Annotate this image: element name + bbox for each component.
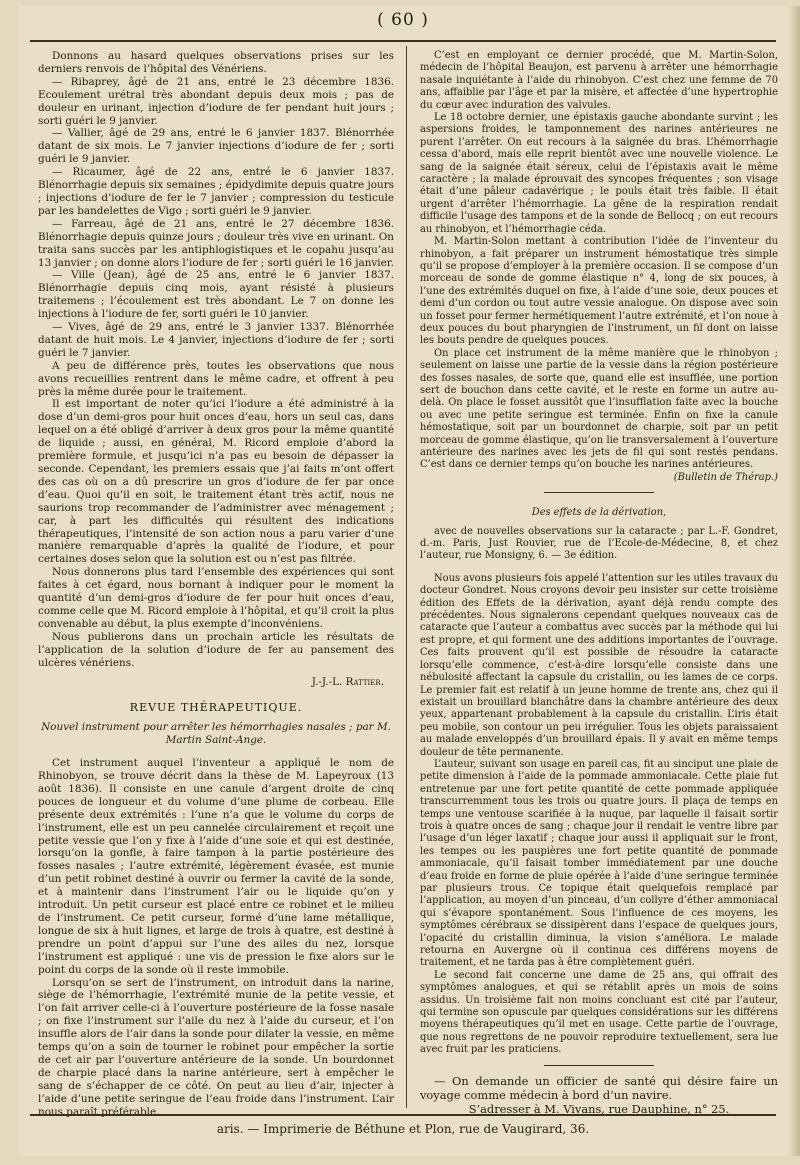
case-entry: — Vallier, âgé de 29 ans, entré le 6 janvier 1837. Blénorrhée datant de six mois. Le 7 janvier injections d’iodure de fer ; sorti guéri le 9 janvier.: [38, 127, 394, 166]
notice-address: S’adresser à M. Vivans, rue Dauphine, n° 25.: [468, 1101, 730, 1116]
body-paragraph: C’est en employant ce dernier procédé, que M. Martin-Solon, médecin de l’hôpital Beaujon, est parvenu à arrêter une hémorrhagie nasale inquiétante à l’aide du rhinobyon. C’est chez une femme de 70 ans, affaiblie par l’âge et par la misère, et affectée d’une hypertrophie du cœur avec induration des valvules.: [420, 50, 778, 111]
left-column: [38, 50, 394, 1119]
body-paragraph: Cet instrument auquel l’inventeur a appliqué le nom de Rhinobyon, se trouve décrit dans la thèse de M. Lapeyroux (13 août 1836). Il consiste en une canule d’argent droite de cinq pouces de longueur et du volume d’une plume de corbeau. Elle présente deux extrémités : l’une n’a que le volume du corps de l’instrument, elle est un peu cannelée circulairement et reçoit une petite vessie que l’on y fixe à l’aide d’une soie et qui est destinée, lorsqu’on la gonfle, à faire tampon à la partie postérieure des fosses nasales ; l’autre extrémité, légèrement évasée, est munie d’un petit robinet destiné à ouvrir ou fermer la cavité de la sonde, et à maintenir dans l’instrument l’air ou le liquide qu’on y introduit. Un petit curseur est placé entre ce robinet et le milieu de l’instrument. Ce petit curseur, formé d’une lame métallique, longue de six à huit lignes, et large de trois à quatre, est destiné à prendre un point d’appui sur l’une des ailes du nez, lorsque l’instrument est appliqué : une vis de pression le fixe alors sur le point du corps de la sonde où il reste immobile.: [38, 757, 394, 976]
body-paragraph: Lorsqu’on se sert de l’instrument, on introduit dans la narine, siège de l’hémorrhagie, l’extrémité munie de la petite vessie, et l’on fait arriver celle-ci à l’ouverture postérieure de la fosse nasale ; on fixe l’instrument sur l’aile du nez à l’aide du curseur, et l’on insuffle alors de l’air dans la sonde pour dilater la vessie, en même temps qu’on a soin de tourner le robinet pour empêcher la sortie de cet air par l’ouverture antérieure de la sonde. Un bourdonnet de charpie placé dans la narine antérieure, sert à empêcher le sang de s’échapper de ce côté. On peut au lieu d’air, injecter à l’aide d’une petite seringue de l’eau froide dans l’instrument. L’air nous paraît préférable.: [38, 976, 394, 1118]
body-paragraph: Le second fait concerne une dame de 25 ans, qui offrait des symptômes analogues, et qui se rétablit après un mois de soins assidus. Un troisième fait non moins concluant est cité par l’auteur, qui termine son opuscule par quelques considérations sur les différens moyens thérapeutiques qu’il met en usage. Cette partie de l’ouvrage, que nous regrettons de ne pouvoir reproduire textuellement, sera lue avec fruit par les praticiens.: [420, 969, 778, 1056]
case-entry: — Farreau, âgé de 21 ans, entré le 27 décembre 1836. Blénorrhagie depuis quinze jours ; douleur très vive en urinant. On traita sans succès par les antiphlogistiques et le copahu jusqu’au 13 janvier ; on donne alors l’iodure de fer ; sorti guéri le 16 janvier.: [38, 217, 394, 269]
bottom-rule: [30, 1114, 776, 1116]
newspaper-page: [18, 6, 788, 1156]
body-paragraph: Le 18 octobre dernier, une épistaxis gauche abondante survint ; les aspersions froides, le tamponnement des narines antérieures ne purent l’arrêter. On eut recours à la saignée du bras. L’hémorrhagie cessa d’abord, mais elle reprit bientôt avec une nouvelle violence. Le sang de la saignée était séreux, celui de l’épistaxis avait le même caractère ; la malade éprouvait des syncopes fréquentes ; son visage était d’une pâleur cadavérique ; le pouls était très faible. Il était urgent d’arrêter l’hémorrhagie. La gêne de la respiration rendait difficile l’usage des tampons et de la sonde de Bellocq ; on eut recours au rhinobyon, et l’hémorrhagie céda.: [420, 112, 778, 235]
right-column: [420, 50, 778, 1116]
printer-footer: aris. — Imprimerie de Béthune et Plon, rue de Vaugirard, 36.: [216, 1122, 590, 1136]
case-entry: — Vives, âgé de 29 ans, entré le 3 janvier 1337. Blénorrhée datant de huit mois. Le 4 janvier, injections d’iodure de fer ; sorti guéri le 7 janvier.: [38, 321, 394, 359]
review-title: Des effets de la dérivation,: [531, 507, 667, 519]
body-paragraph: M. Martin-Solon mettant à contribution l’idée de l’inventeur du rhinobyon, a fait préparer un instrument hémostatique très simple qu’il se propose d’employer à la première occasion. Il se compose d’un morceau de sonde de gomme élastique n° 4, long de six pouces, à l’une des extrémités duquel on fixe, à l’aide d’une soie, deux pouces et demi d’un cordon ou tout autre vessie analogue. On dispose avec soin un fosset pour fermer hermétiquement l’autre extrémité, et l’on noue à deux pouces du bout pharyngien de l’instrument, un fil dont on laisse les bouts pendre de quelques pouces.: [420, 236, 778, 347]
page-number: ( 60 ): [377, 10, 429, 30]
body-paragraph: Il est important de noter qu’ici l’iodure a été administré à la dose d’un demi-gros pour huit onces d’eau, hors un seul cas, dans lequel on a été obligé d’arriver à deux gros pour la même quantité de liquide ; aussi, en général, M. Ricord emploie d’abord la première formule, et jusqu’ici n’a pas eu besoin de dépasser la seconde. Cependant, les premiers essais que j’ai faits m’ont offert des cas où on a dû prescrire un gros d’iodure de fer par once d’eau. Quoi qu’il en soit, le traitement étant très actif, nous ne saurions trop recommander de l’administrer avec ménagement ; car, à part les difficultés qui résultent des indications thérapeutiques, l’intensité de son action nous a paru varier d’une manière remarquable d’après la qualité de l’iodure, et pour certaines doses selon que la solution est ou n’est pas filtrée.: [38, 398, 394, 566]
case-entry: — Ricaumer, âgé de 22 ans, entré le 6 janvier 1837. Blénorrhagie depuis six semaines ; épidydimite depuis quatre jours ; injections d’iodure de fer le 7 janvier ; compression du testicule par les bandelettes de Vigo ; sorti guéri le 9 janvier.: [38, 166, 394, 217]
body-paragraph: Nous donnerons plus tard l’ensemble des expériences qui sont faites à cet égard, nous bornant à indiquer pour le moment la quantité d’un demi-gros d’iodure de fer pour huit onces d’eau, comme celle que M. Ricord emploie à l’hôpital, et qu’il croit la plus convenable au début, la plus exempte d’inconvéniens.: [38, 566, 394, 630]
section-subtitle: Nouvel instrument pour arrêter les hémorrhagies nasales ; par M. Martin Saint-Ange.: [41, 721, 391, 747]
section-title: REVUE THÉRAPEUTIQUE.: [129, 701, 303, 715]
section-divider: [544, 492, 654, 493]
body-paragraph: Nous avons plusieurs fois appelé l’attention sur les utiles travaux du docteur Gondret. Nous croyons devoir peu insister sur cette troisième édition des Effets de la dérivation, ayant déjà rendu compte des précédentes. Nous signalerons cependant quelques nouveaux cas de cataracte que l’auteur a combattus avec succès par la méthode qui lui est propre, et qui forment une des additions importantes de l’ouvrage. Ces faits prouvent qu’il est possible de résoudre la cataracte lorsqu’elle commence, c’est-à-dire lorsqu’elle consiste dans une nébulosité affectant la capsule du cristallin, ou les lames de ce corps. Le premier fait est relatif à un jeune homme de trente ans, chez qui il existait un brouillard blanchâtre dans la chambre antérieure des deux yeux, appartenant probablement à la capsule du cristallin. L’iris était peu mobile, son contour un peu irrégulier. Tous les objets paraissaient au malade enveloppés d’un brouillard épais. Il y avait en même temps douleur de tête permanente.: [420, 572, 778, 758]
case-entry: — Ribaprey, âgé de 21 ans, entré le 23 décembre 1836. Ecoulement urétral très abondant depuis deux mois ; pas de douleur en urinant, injection d’iodure de fer pendant huit jours ; sorti guéri le 9 janvier.: [38, 75, 394, 127]
body-paragraph: L’auteur, suivant son usage en pareil cas, fit au sinciput une plaie de petite dimension à l’aide de la pommade ammoniacale. Cette plaie fut entretenue par une fort petite quantité de cette pommade appliquée transcurremment tous les trois ou quatre jours. Il plaça de temps en temps une ventouse scarifiée à la nuque, par laquelle il faisait sortir trois à quatre onces de sang ; chaque jour il rendait le ventre libre par l’usage d’un léger laxatif ; chaque jour aussi il appliquait sur le front, les tempes ou les paupières une fort petite quantité de pommade ammoniacale, qu’il faisait tomber immédiatement par une douche d’eau froide en forme de pluie opérée à l’aide d’une seringue terminée par plusieurs trous. Ce topique était quelquefois remplacé par l’application, au moyen d’un pinceau, d’un collyre d’éther ammoniacal qui s’évapore spontanément. Sous l’influence de ces moyens, les symptômes cérébraux se dissipèrent dans l’espace de quelques jours, l’opacité du cristallin diminua, la vision s’améliora. Le malade retourna en Auvergne où il continua ces différens moyens de traitement, et ne tarda pas à être complètement guéri.: [420, 758, 778, 969]
author-signature: J.-J.-L. Rattier.: [311, 675, 384, 688]
case-entry: — Ville (Jean), âgé de 25 ans, entré le 6 janvier 1837. Blénorrhagie depuis cinq mois, ayant résisté à plusieurs traitemens ; l’écoulement est très abondant. Le 7 on donne les injections à l’iodure de fer, sorti guéri le 10 janvier.: [38, 269, 394, 321]
body-paragraph: Nous publierons dans un prochain article les résultats de l’application de la solution d’iodure de fer au pansement des ulcères vénériens.: [38, 630, 394, 669]
book-reference: avec de nouvelles observations sur la cataracte ; par L.-F. Gondret, d.-m. Paris, Just Rouvier, rue de l’Ecole-de-Médecine, 8, et chez l’auteur, rue Monsigny, 6. — 3e édition.: [420, 525, 778, 562]
page-edge-shadow: [788, 6, 800, 1156]
body-paragraph: A peu de différence près, toutes les observations que nous avons recueillies rentrent dans le même cadre, et offrent à peu près la même durée pour le traitement.: [38, 359, 394, 398]
section-divider: [544, 1065, 654, 1066]
citation: (Bulletin de Thérap.): [673, 471, 778, 483]
top-rule: [30, 40, 776, 42]
notice-text: — On demande un officier de santé qui désire faire un voyage comme médecin à bord d’un navire.: [420, 1073, 778, 1102]
body-paragraph: On place cet instrument de la même manière que le rhinobyon ; seulement on laisse une partie de la vessie dans la région postérieure des fosses nasales, de sorte que, quand elle est insufflée, une portion sert de bouchon dans cette cavité, et le reste en forme un autre au-delà. On place le fosset aussitôt que l’insufflation faite avec la bouche ou avec une petite seringue est terminée. Enfin on fixe la canule hémostatique, soit par un bourdonnet de charpie, soit par un petit morceau de gomme élastique, qu’on lie transversalement à l’ouverture antérieure des narines avec les jets de fil qui sont restés pendans. C’est dans ce dernier temps qu’on bouche les narines antérieures.: [420, 347, 778, 471]
column-separator: [406, 46, 407, 1108]
intro-paragraph: Donnons au hasard quelques observations prises sur les derniers renvois de l’hôpital des Vénériens.: [38, 50, 394, 75]
